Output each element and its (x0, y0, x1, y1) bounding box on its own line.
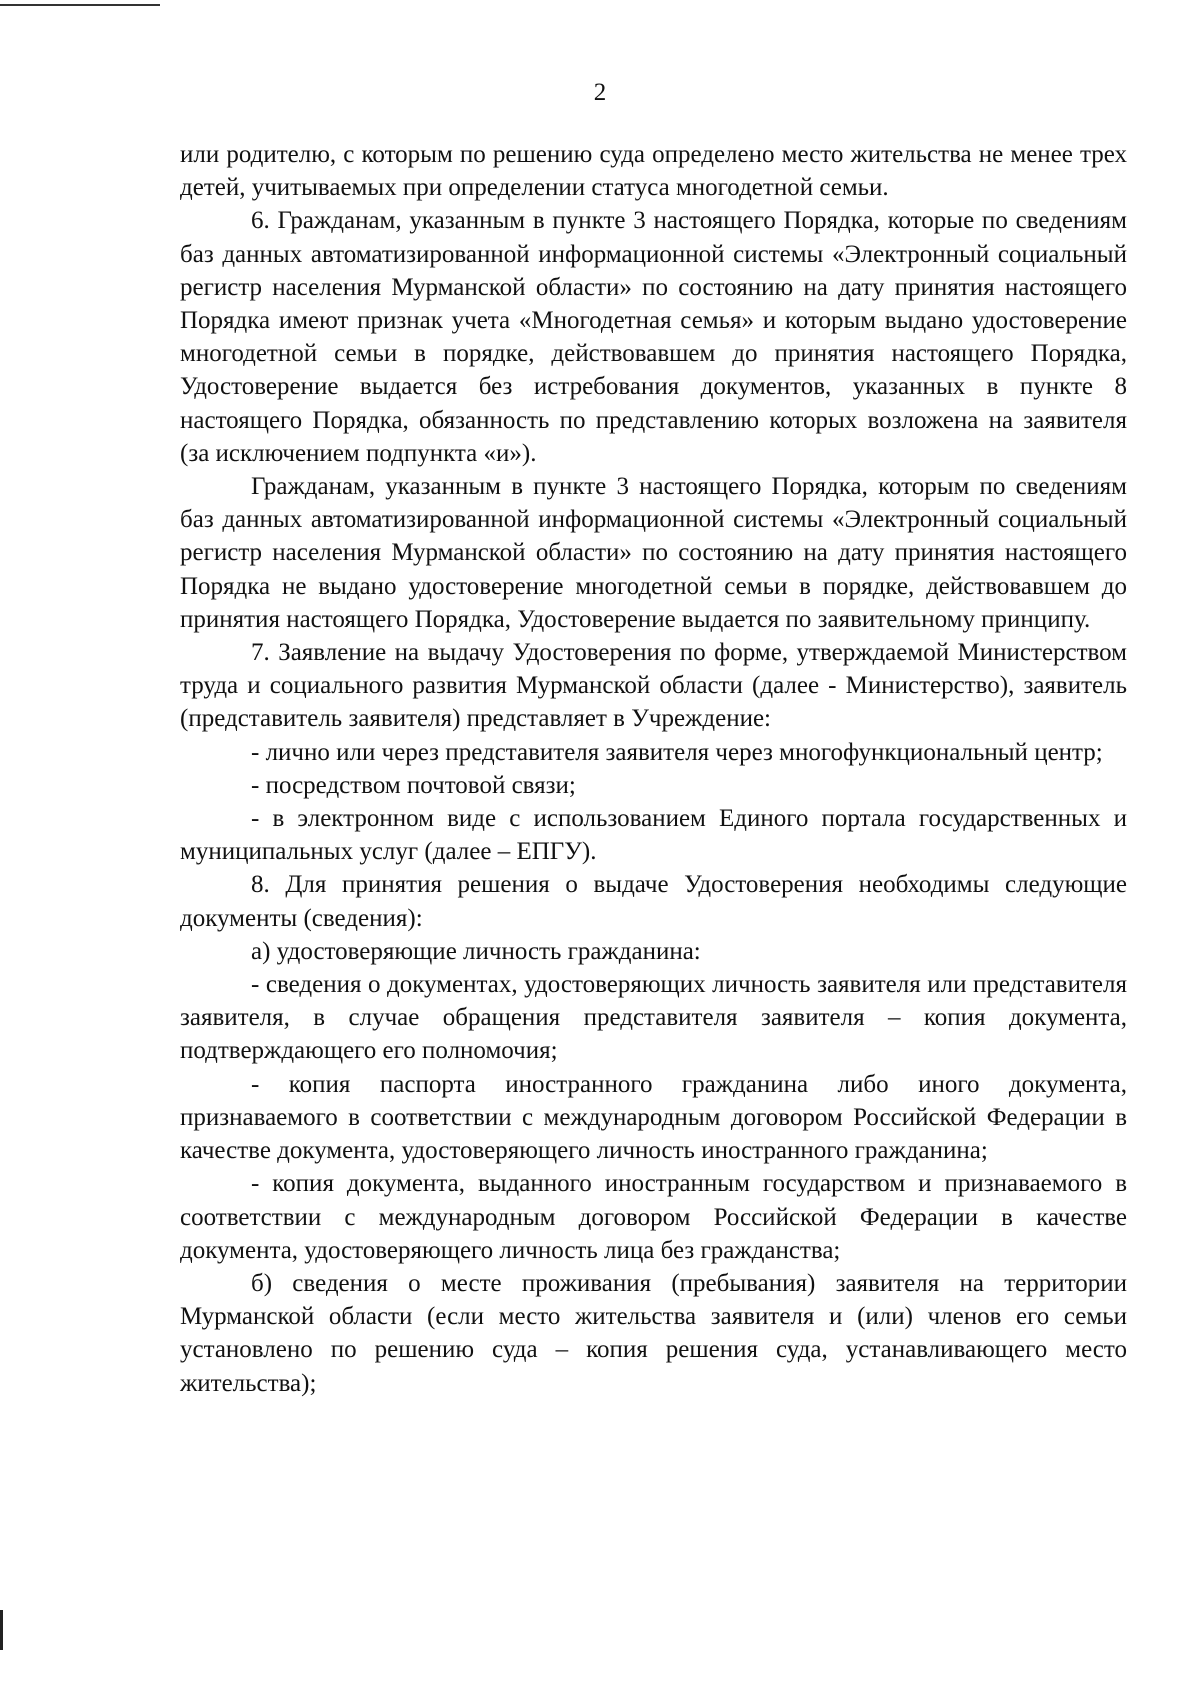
paragraph: 7. Заявление на выдачу Удостоверения по форме, утверждаемой Министерством труда и социального развития Мурманской области (далее - Министерство), заявитель (представитель заявителя) представляет в Учреждение: (180, 639, 1127, 733)
paragraph: 6. Гражданам, указанным в пункте 3 настоящего Порядка, которые по сведениям баз данных автоматизированной информационной системы «Электронный социальный регистр населения Мурманской области» по состоянию на дату принятия настоящего Порядка имеют признак учета «Многодетная семья» и которым выдано удостоверение многодетной семьи в порядке, действовавшем до принятия настоящего Порядка, Удостоверение выдается без истребования документов, указанных в пункте 8 настоящего Порядка, обязанность по представлению которых возложена на заявителя (за исключением подпункта «и»). (180, 207, 1127, 467)
paragraph: 8. Для принятия решения о выдаче Удостоверения необходимы следующие документы (сведения): (180, 871, 1127, 932)
paragraph: или родителю, с которым по решению суда определено место жительства не менее трех детей, учитываемых при определении статуса многодетной семьи. (180, 141, 1127, 202)
list-item: - копия документа, выданного иностранным государством и признаваемого в соответствии с международным договором Российской Федерации в качестве документа, удостоверяющего личность лица без гражданства; (180, 1170, 1127, 1264)
page-number: 2 (593, 79, 607, 106)
paragraph: а) удостоверяющие личность гражданина: (251, 937, 701, 965)
scan-edge-mark (0, 1610, 3, 1650)
list-item: - лично или через представителя заявителя через многофункциональный центр; (251, 738, 1103, 766)
list-item: - посредством почтовой связи; (251, 771, 576, 799)
scan-edge-mark (0, 4, 160, 6)
paragraph: б) сведения о месте проживания (пребывания) заявителя на территории Мурманской области (если место жительства заявителя и (или) членов его семьи установлено по решению суда – копия решения суда, устанавливающего место жительства); (180, 1269, 1127, 1397)
list-item: - в электронном виде с использованием Единого портала государственных и муниципальных услуг (далее – ЕПГУ). (180, 805, 1127, 866)
paragraph: Гражданам, указанным в пункте 3 настоящего Порядка, которым по сведениям баз данных автоматизированной информационной системы «Электронный социальный регистр населения Мурманской области» по состоянию на дату принятия настоящего Порядка не выдано удостоверение многодетной семьи в порядке, действовавшем до принятия настоящего Порядка, Удостоверение выдается по заявительному принципу. (180, 473, 1127, 633)
list-item: - копия паспорта иностранного гражданина либо иного документа, признаваемого в соответствии с международным договором Российской Федерации в качестве документа, удостоверяющего личность иностранного гражданина; (180, 1070, 1127, 1165)
list-item: - сведения о документах, удостоверяющих личность заявителя или представителя заявителя, в случае обращения представителя заявителя – копия документа, подтверждающего его полномочия; (180, 971, 1127, 1065)
document-body (180, 138, 1127, 1400)
